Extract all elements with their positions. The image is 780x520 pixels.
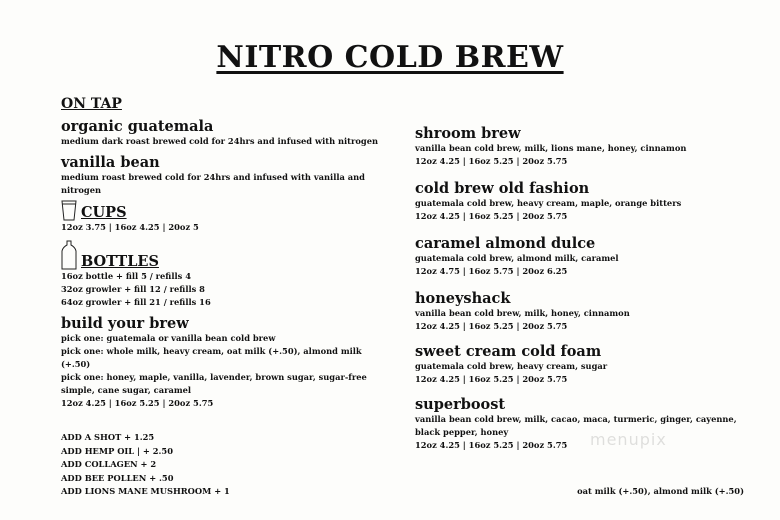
item-name: vanilla bean (61, 154, 160, 171)
on-tap-heading: ON TAP (61, 96, 122, 112)
item-description: guatemala cold brew, heavy cream, sugar (415, 361, 608, 371)
item-description: vanilla bean cold brew, milk, honey, cinnamon (415, 308, 630, 318)
menu-title: NITRO COLD BREW (216, 40, 564, 75)
build-prices: 12oz 4.25 | 16oz 5.25 | 20oz 5.75 (61, 398, 214, 408)
bottle-line: 32oz growler + fill 12 / refills 8 (61, 284, 205, 294)
specialty-item (415, 396, 760, 452)
addon-item: ADD COLLAGEN + 2 (61, 459, 157, 469)
bottle-line: 16oz bottle + fill 5 / refills 4 (61, 271, 191, 281)
specialty-item (415, 290, 760, 333)
bottles-heading: BOTTLES (81, 253, 159, 270)
item-prices: 12oz 4.25 | 16oz 5.25 | 20oz 5.75 (415, 440, 568, 450)
build-line: pick one: honey, maple, vanilla, lavender, brown sugar, sugar-free simple, cane sugar, caramel (61, 372, 367, 395)
milk-surcharge-note: oat milk (+.50), almond milk (+.50) (577, 486, 744, 496)
cup-icon (61, 199, 77, 221)
item-name: honeyshack (415, 290, 511, 307)
item-prices: 12oz 4.75 | 16oz 5.75 | 20oz 6.25 (415, 266, 568, 276)
item-prices: 12oz 4.25 | 16oz 5.25 | 20oz 5.75 (415, 211, 568, 221)
item-name: sweet cream cold foam (415, 343, 602, 360)
item-name: organic guatemala (61, 118, 214, 135)
item-description: guatemala cold brew, almond milk, caramel (415, 253, 619, 263)
cups-prices: 12oz 3.75 | 16oz 4.25 | 20oz 5 (61, 222, 199, 232)
item-description: guatemala cold brew, heavy cream, maple, orange bitters (415, 198, 682, 208)
build-your-brew (61, 315, 381, 410)
addons-list (61, 431, 230, 499)
item-name: cold brew old fashion (415, 180, 590, 197)
build-heading: build your brew (61, 315, 189, 332)
specialty-item (415, 343, 760, 386)
specialty-item (415, 235, 760, 278)
bottles-section (61, 240, 381, 309)
addon-item: ADD HEMP OIL | + 2.50 (61, 445, 173, 456)
item-name: shroom brew (415, 125, 521, 142)
watermark: menupix (590, 430, 667, 449)
item-description: vanilla bean cold brew, milk, lions mane, honey, cinnamon (415, 143, 687, 153)
build-line: pick one: guatemala or vanilla bean cold brew (61, 333, 276, 343)
item-prices: 12oz 4.25 | 16oz 5.25 | 20oz 5.75 (415, 156, 568, 166)
specialty-item (415, 180, 760, 223)
addon-item: ADD LIONS MANE MUSHROOM + 1 (61, 486, 230, 496)
item-description: vanilla bean cold brew, milk, cacao, maca, turmeric, ginger, cayenne, black pepper, honey (415, 414, 737, 437)
left-column (61, 96, 381, 416)
on-tap-item (61, 154, 381, 197)
addon-item: ADD BEE POLLEN + .50 (61, 472, 174, 483)
build-line: pick one: whole milk, heavy cream, oat milk (+.50), almond milk (+.50) (61, 346, 362, 369)
bottle-line: 64oz growler + fill 21 / refills 16 (61, 297, 211, 307)
item-description: medium dark roast brewed cold for 24hrs and infused with nitrogen (61, 136, 379, 146)
item-name: superboost (415, 396, 506, 413)
cups-heading: CUPS (81, 204, 127, 221)
item-name: caramel almond dulce (415, 235, 596, 252)
item-prices: 12oz 4.25 | 16oz 5.25 | 20oz 5.75 (415, 374, 568, 384)
specialty-item (415, 125, 760, 168)
bottle-icon (61, 240, 77, 270)
right-column (415, 125, 760, 458)
item-prices: 12oz 4.25 | 16oz 5.25 | 20oz 5.75 (415, 321, 568, 331)
addon-item: ADD A SHOT + 1.25 (61, 432, 155, 442)
item-description: medium roast brewed cold for 24hrs and infused with vanilla and nitrogen (61, 172, 365, 195)
cups-section (61, 199, 381, 234)
on-tap-item (61, 118, 381, 148)
